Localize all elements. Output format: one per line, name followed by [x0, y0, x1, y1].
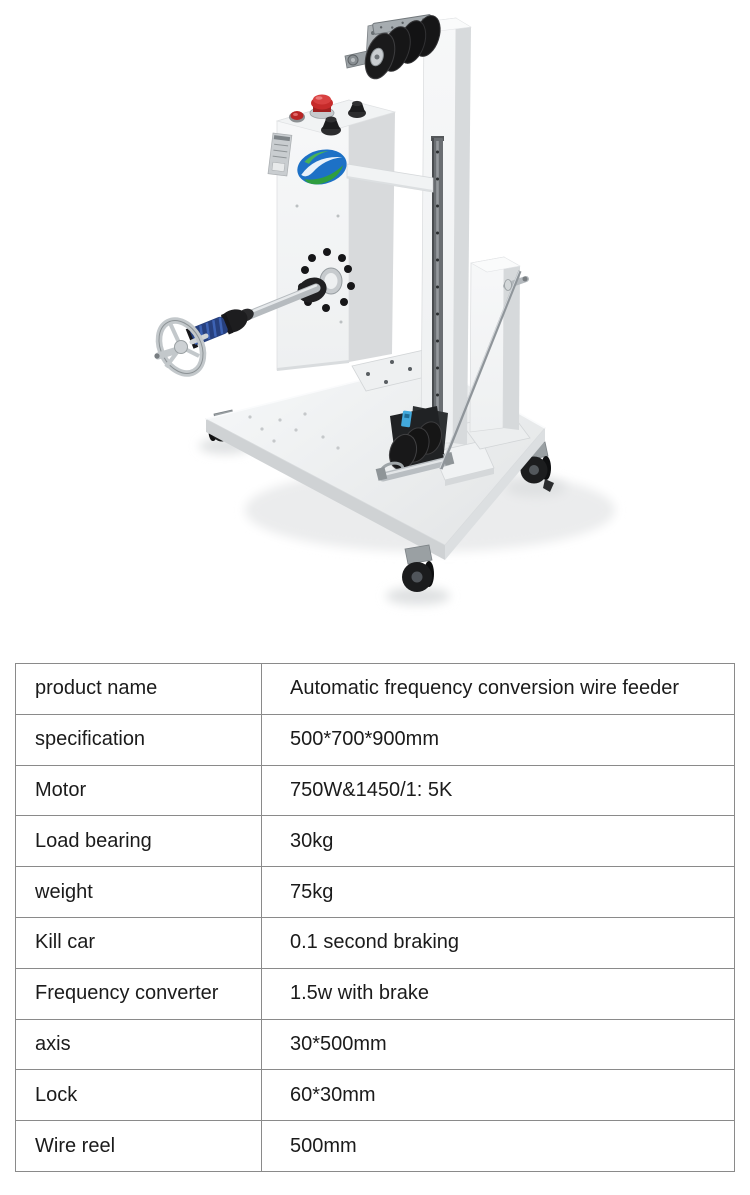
spec-value-cell: 500mm	[262, 1121, 735, 1172]
spec-row	[16, 765, 735, 816]
spec-row	[16, 1070, 735, 1121]
spec-row	[16, 714, 735, 765]
spec-value-cell: 750W&1450/1: 5K	[262, 765, 735, 816]
emergency-stop-button	[310, 95, 334, 119]
control-box	[268, 95, 395, 372]
spec-label-cell: Lock	[16, 1070, 262, 1121]
spec-label-cell: product name	[16, 664, 262, 715]
spec-label-cell: Wire reel	[16, 1121, 262, 1172]
spec-label-cell: axis	[16, 1019, 262, 1070]
spec-row	[16, 664, 735, 715]
spec-row	[16, 1019, 735, 1070]
spec-label-cell: Frequency converter	[16, 968, 262, 1019]
spec-row	[16, 1121, 735, 1172]
spec-row	[16, 867, 735, 918]
spec-value-cell: 30*500mm	[262, 1019, 735, 1070]
handwheel	[150, 313, 212, 381]
caster-wheel-front	[402, 545, 434, 592]
spec-value-cell: 1.5w with brake	[262, 968, 735, 1019]
spec-label-cell: Motor	[16, 765, 262, 816]
spec-row	[16, 968, 735, 1019]
spec-value-cell: 60*30mm	[262, 1070, 735, 1121]
spec-value-cell: 75kg	[262, 867, 735, 918]
spec-label-cell: weight	[16, 867, 262, 918]
spec-table	[15, 663, 735, 1172]
spec-label-cell: specification	[16, 714, 262, 765]
spec-value-cell: Automatic frequency conversion wire feeder	[262, 664, 735, 715]
spec-value-cell: 500*700*900mm	[262, 714, 735, 765]
spec-label-cell: Kill car	[16, 917, 262, 968]
main-column	[421, 18, 471, 445]
spec-row	[16, 816, 735, 867]
spec-label-cell: Load bearing	[16, 816, 262, 867]
spec-value-cell: 0.1 second braking	[262, 917, 735, 968]
support-column	[470, 257, 528, 432]
spec-value-cell: 30kg	[262, 816, 735, 867]
spec-row	[16, 917, 735, 968]
pilot-light	[289, 111, 305, 123]
